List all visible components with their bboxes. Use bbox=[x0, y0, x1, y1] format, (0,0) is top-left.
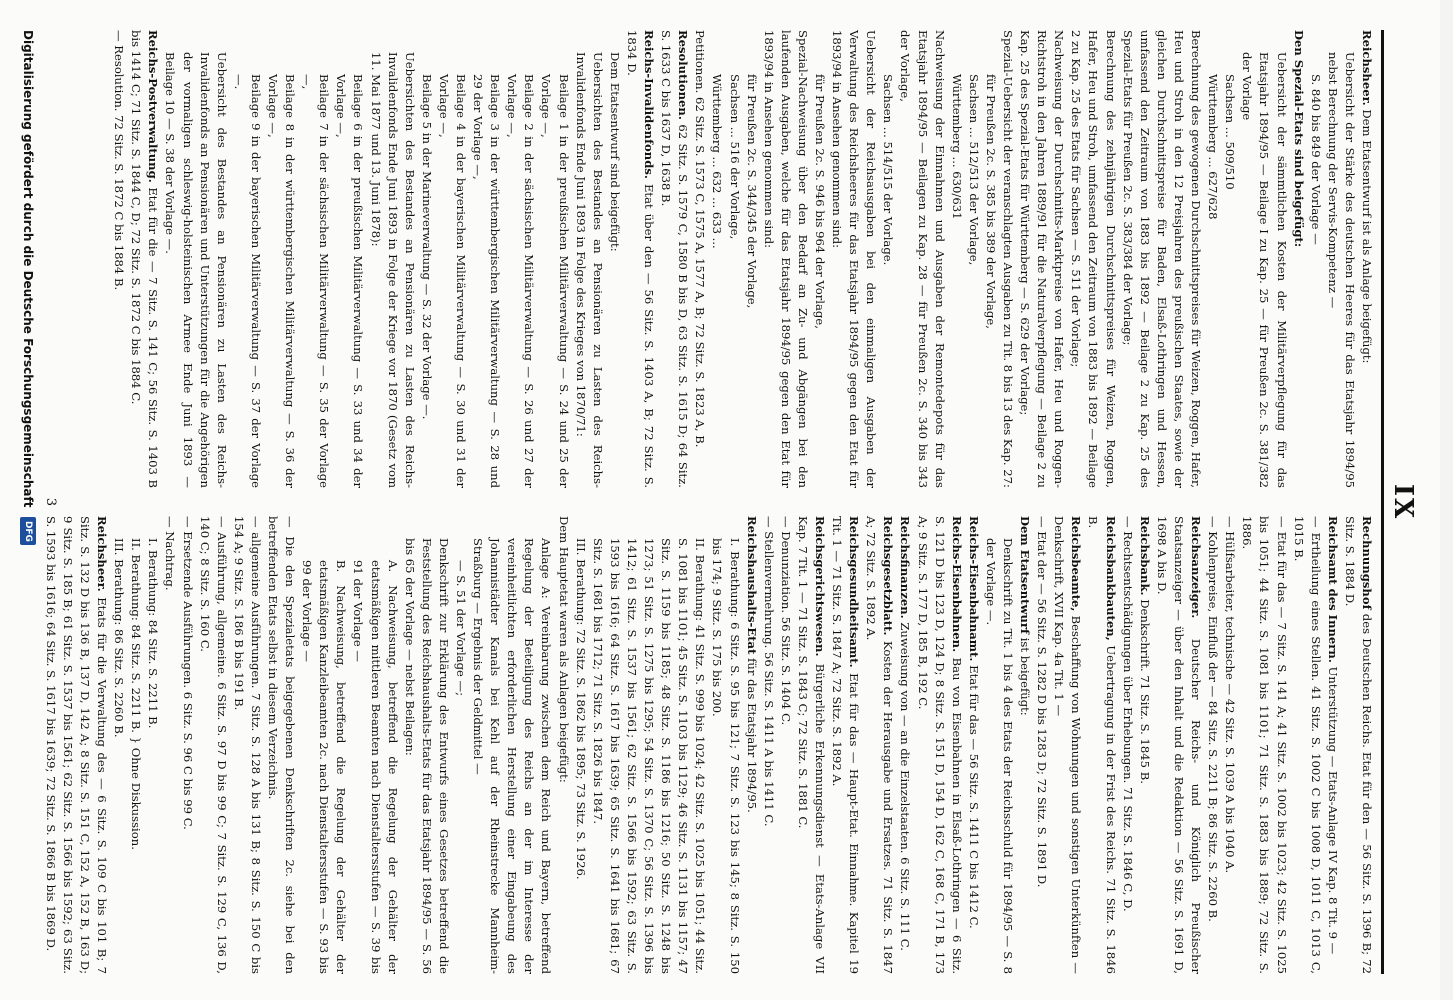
entry-text: für das Etatsjahr 1894/95. bbox=[744, 658, 759, 813]
entry-text: Nachweisung der Durchschnitts-Marktpreise von Hafer, Heu und Roggen-Richtstroh in den Jahren 1889/91 für die Naturalverpflegung — Beilage 2 zu Kap. 25 des Spezial-Etats für Württemberg — S. 629 der Vorlage; bbox=[1018, 30, 1067, 488]
entry-text: Etat für das — 56 Sitz. S. 1411 C bis 1412 C. bbox=[966, 665, 981, 929]
index-entry bbox=[127, 30, 161, 488]
entry-text: 62 Sitz. S. 1579 C, 1580 B bis D, 63 Sitz. S. 1615 D; 64 Sitz. S. 1633 C bis 1637 D, 1638 B. bbox=[659, 30, 691, 488]
index-entry bbox=[230, 30, 264, 488]
entry-heading: Reichshaushalts-Etat bbox=[744, 516, 759, 655]
index-entry bbox=[743, 516, 760, 974]
index-entry bbox=[725, 30, 742, 488]
index-entry bbox=[366, 30, 417, 488]
index-entry bbox=[1016, 30, 1067, 488]
index-entry bbox=[1050, 516, 1084, 974]
entry-text: Uebersicht der Stärke des deutschen Heeres für das Etatsjahr 1894/95 nebst Berechnung der Servis-Kompetenz — bbox=[1325, 52, 1357, 488]
index-entry bbox=[1119, 516, 1136, 974]
index-entry bbox=[1033, 516, 1050, 974]
entry-text: — S. 51 der Vorlage —; bbox=[454, 560, 469, 697]
entry-text: Beilage 8 in der württembergischen Militärverwaltung — S. 36 der Vorlage —, bbox=[266, 74, 298, 488]
index-entry bbox=[161, 516, 178, 974]
index-entry bbox=[298, 30, 332, 488]
entry-text: III. Berathung: 72 Sitz. S. 1862 bis 1895; 73 Sitz. S. 1926. bbox=[573, 538, 588, 880]
entry-text: Uebersichten des Bestandes an Pensionären zu Lasten des Reichs-Invalidenfonds Ende Juni 1893 in Folge des Krieges von 1870/71: bbox=[573, 52, 605, 488]
entry-text: Uebertragung in der Frist des Reichs. 71 Sitz. S. 1846 B. bbox=[1086, 516, 1118, 975]
index-entry bbox=[999, 30, 1016, 488]
entry-text: II. Berathung: 84 Sitz. S. 2211 B. } Ohne Diskussion. bbox=[129, 538, 144, 850]
entry-text: Beilage 1 in der preußischen Militärverwaltung — S. 24 und 25 der Vorlage —, bbox=[539, 74, 571, 488]
entry-text: Spezial-Uebersicht der veranschlagten Ausgaben zu Tit. 8 bis 13 des Kap. 27: bbox=[1001, 30, 1016, 488]
index-entry bbox=[1307, 30, 1324, 488]
index-entry bbox=[777, 516, 794, 974]
index-entry bbox=[418, 30, 435, 488]
left-column bbox=[85, 30, 1375, 488]
index-entry bbox=[401, 516, 452, 974]
index-entry bbox=[178, 516, 195, 974]
entry-text: Petitionen. 62 Sitz. S. 1573 C, 1575 A, 1577 A, B; 72 Sitz. S. 1823 A, B. bbox=[693, 30, 708, 448]
index-entry bbox=[161, 30, 229, 488]
index-entry bbox=[555, 516, 572, 974]
index-entry bbox=[982, 30, 999, 488]
entry-text: für Preußen 2c. S. 946 bis 964 der Vorlage, bbox=[813, 74, 827, 329]
entry-text: Nachweisung der Einnahmen und Ausgaben der Remontedepots für das Etatsjahr 1894/95 — Beilagen zu Kap. 28 — für Preußen 2c. S. 340 bis 343 der Vorlage, bbox=[898, 30, 947, 488]
entry-text: Etat für das — Haupt-Etat. Einnahme. Kapitel 19 Tit. 1 — 71 Sitz. S. 1847 A; 72 Sitz. S. 1892 A. bbox=[830, 516, 862, 974]
page-header bbox=[1381, 30, 1418, 974]
entry-text: Beilage 9 in der bayerischen Militärverwaltung — S. 37 der Vorlage —. bbox=[231, 74, 263, 488]
dfg-logo-icon: DFG bbox=[20, 517, 36, 545]
entry-heading: Reichsamt des Innern. bbox=[1325, 516, 1340, 663]
index-entry bbox=[230, 516, 264, 974]
entry-text: — Ausführung, allgemeine. 6 Sitz. S. 97 D bis 99 C; 7 Sitz. S. 129 C, 136 D, 140 C; 8 Sitz. S. 160 C. bbox=[197, 516, 229, 974]
index-entry bbox=[708, 516, 742, 974]
index-entry bbox=[469, 30, 503, 488]
entry-text: I. Berathung: 6 Sitz. S. 95 bis 121; 7 Sitz. S. 123 bis 145; 8 Sitz. S. 150 bis 174; 9 Sitz. S. 175 bis 200. bbox=[710, 538, 742, 974]
entry-text: — Ertheilung eines Stellen. 41 Sitz. S. 1002 C bis 1008 D, 1011 C, 1013 C, 1015 B. bbox=[1291, 516, 1323, 974]
entry-text: — Stellenvermehrung. 56 Sitz. S. 1411 A bis 1411 C. bbox=[761, 516, 776, 827]
entry-text: — Rechtsentschädigungen über Erhebungen. 71 Sitz. S. 1846 C, D. bbox=[1120, 516, 1135, 912]
entry-text: Etat für die — 7 Sitz. S. 141 C; 56 Sitz. S. 1403 B bis 1414 C; 71 Sitz. S. 1844 C, D; 72 Sitz. S. 1872 C bis 1884 C. bbox=[129, 30, 161, 489]
entry-text: für Preußen 2c. S. 385 bis 389 der Vorlage, bbox=[983, 74, 998, 329]
index-entry bbox=[948, 30, 965, 488]
page-number: IX bbox=[1388, 483, 1418, 521]
index-entry bbox=[469, 516, 554, 974]
index-entry bbox=[657, 30, 691, 488]
page-footer bbox=[18, 30, 58, 974]
entry-heading: Reichsbeamte, bbox=[1069, 516, 1084, 612]
index-entry bbox=[1341, 516, 1375, 974]
entry-text: ist beigefügt: bbox=[1018, 637, 1033, 716]
entry-text: — Hülfsarbeiter, technische — 42 Sitz. S. 1039 A bis 1040 A. bbox=[1223, 516, 1238, 874]
index-entry bbox=[862, 516, 896, 974]
index-entry bbox=[1153, 516, 1204, 974]
entry-text: Beilage 3 in der württembergischen Militärverwaltung — S. 28 und 29 der Vorlage —, bbox=[471, 74, 503, 488]
index-entry bbox=[1324, 30, 1358, 488]
index-entry bbox=[760, 516, 777, 974]
entry-text: — Resolution. 72 Sitz. S. 1872 C bis 1884 B. bbox=[112, 30, 127, 291]
entry-text: — Die den Spezialetats beigegebenen Denkschriften 2c. siehe bei den betreffenden Etats selbst in diesem Verzeichnis. bbox=[266, 516, 298, 974]
entry-heading: Reichs-Eisenbahnen. bbox=[949, 516, 964, 653]
entry-text: — Ersetzende Ausführungen. 6 Sitz. S. 96 C bis 99 C. bbox=[180, 516, 195, 830]
index-entry bbox=[828, 30, 879, 488]
entry-text: — Etat der — 56 Sitz. S. 1282 D bis 1283 D; 72 Sitz. S. 1891 D. bbox=[1035, 516, 1050, 888]
entry-text: III. Berathung: 86 Sitz. S. 2260 B. bbox=[112, 538, 127, 738]
index-entry bbox=[264, 30, 298, 488]
index-entry bbox=[1204, 30, 1221, 488]
entry-text: Anlage A: Vereinbarung zwischen dem Reich und Bayern, betreffend Regelung der Beteiligung des Reichs an der im Interesse der vereinheitlichten erforderlichen Herstellung einer Eingabeung des Johannistädter Kanals bei Kehl auf der Rheinstrecke Mannheim-Straßburg — Ergebnis der Geldmittel — bbox=[471, 538, 554, 974]
entry-text: Deutscher Reichs- und Königlich Preußischer Staatsanzeiger — über den Inhalt und die Redaktion — 56 Sitz. S. 1691 D, 1698 A bis D. bbox=[1154, 516, 1204, 974]
entry-text: Württemberg ... 632 ... 633 ... bbox=[710, 74, 725, 249]
entry-heading: Reichs-Eisenbahnamt. bbox=[966, 516, 981, 662]
entry-text: Sachsen ... 512/513 der Vorlage, bbox=[966, 74, 981, 266]
entry-text: des Deutschen Reichs. Etat für den — 56 Sitz. S. 1396 B; 72 Sitz. S. 1884 D. bbox=[1342, 516, 1374, 975]
entry-text: Uebersichten des Bestandes an Pensionären zu Lasten des Reichs-Invalidenfonds Ende Juni 1893 in Folge der Kriege vor 1870 (Gesetz vom 11. Mai 1877 und 13. Juni 1878): bbox=[368, 52, 417, 488]
entry-text: Denkschrift zur Erklärung des Entwurfs eines Gesetzes betreffend die Feststellung des Reichshaushalts-Etats für das Etatsjahr 1894/95 — S. 56 bis 65 der Vorlage — nebst Beilagen: bbox=[402, 538, 451, 974]
entry-text: Sachsen ... 514/515 der Vorlage. bbox=[881, 74, 896, 266]
index-entry bbox=[349, 516, 400, 974]
index-entry bbox=[1324, 516, 1341, 974]
index-entry bbox=[435, 30, 469, 488]
index-entry bbox=[332, 30, 366, 488]
entry-text: Württemberg ... 627/628 bbox=[1206, 74, 1221, 220]
entry-text: Denkschrift zu Tit. 1 bis 4 des Etats der Reichsschuld für 1894/95 — S. 8 der Vorlage —. bbox=[983, 538, 1016, 974]
entry-text: S. 840 bis 849 der Vorlage — bbox=[1308, 74, 1323, 245]
entry-heading: Reichsgesetzblatt. bbox=[881, 516, 896, 636]
entry-text: B. Nachweisung, betreffend die Regelung der Gehälter der etatsmäßigen Kanzleibeamten 2c. nach Dienstaltersstufen — S. 93 bis 99 der Vorlage — bbox=[300, 560, 349, 974]
entry-heading: Reichsgerichtswesen. bbox=[813, 516, 827, 657]
index-entry bbox=[572, 516, 589, 974]
entry-text: Dem Etatsentwurf ist als Anlage beigefügt: bbox=[1360, 109, 1374, 364]
entry-heading: Reichsbank. bbox=[1137, 516, 1152, 596]
entry-text: Beilage 6 in der preußischen Militärverwaltung — S. 33 und 34 der Vorlage —, bbox=[334, 74, 366, 488]
index-entry bbox=[879, 30, 896, 488]
index-entry bbox=[896, 516, 913, 974]
entry-text: Denkschrift. 71 Sitz. S. 1845 B. bbox=[1137, 599, 1152, 784]
entry-text: — allgemeine Ausführungen. 7 Sitz. S. 128 A bis 131 B; 8 Sitz. S. 150 C bis 154 A; 9 Sitz. S. 186 B bis 191 B. bbox=[231, 516, 263, 974]
index-entry bbox=[982, 516, 1016, 974]
index-entry bbox=[589, 516, 709, 974]
entry-text: A. Nachweisung, betreffend die Regelung der Gehälter der etatsmäßigen mittleren Beamten nach Dienstaltersstufen — S. 39 bis 91 der Vorlage — bbox=[351, 560, 400, 974]
index-entry bbox=[1221, 30, 1238, 488]
entry-text: Etats für die Verwaltung des — 6 Sitz. S. 109 C bis 101 B; 7 Sitz. S. 132 D bis 136 B, 137 D, 142 A; 8 Sitz. S. 151 C, 152 A, 152 B, 163 D; 9 Sitz. S. 185 B; 61 Sitz. S. 1537 bis 1561; 62 Sitz. S. 1566 bis 1592; 63 Sitz. S. 1593 bis 1616; 64 Sitz. S. 1617 bis 1639; 72 Sitz. S. 1866 B bis 1869 D. bbox=[43, 516, 110, 975]
index-columns bbox=[43, 30, 1375, 975]
index-entry bbox=[896, 30, 947, 488]
entry-text: Beilage 5 in der Marineverwaltung — S. 32 der Vorlage —. bbox=[419, 74, 434, 420]
entry-heading: Reichsanzeiger. bbox=[1189, 516, 1204, 619]
entry-heading: Reichsfinanzen. bbox=[898, 516, 913, 619]
index-entry bbox=[913, 516, 964, 974]
entry-text: Zuweisung von — an die Einzelstaaten. 6 Sitz. S. 111 C. bbox=[898, 622, 913, 951]
index-entry bbox=[1238, 30, 1289, 488]
entry-heading: Reichsgesundheitsamt. bbox=[847, 516, 862, 668]
index-entry bbox=[965, 30, 982, 488]
index-entry bbox=[1221, 516, 1238, 974]
entry-text: Unterstützung — Etats-Anlage IV Kap. 8 Tit. 9 — bbox=[1325, 666, 1340, 955]
entry-text: Beilage 2 in der sächsischen Militärverwaltung — S. 26 und 27 der Vorlage —, bbox=[505, 74, 537, 488]
entry-heading: Resolutionen. bbox=[676, 30, 691, 120]
entry-heading: Den Spezial-Etats sind beigefügt: bbox=[1291, 30, 1306, 248]
index-entry bbox=[1016, 516, 1033, 974]
index-entry bbox=[743, 30, 760, 488]
index-entry bbox=[965, 516, 982, 974]
index-entry bbox=[828, 516, 862, 974]
index-entry bbox=[1238, 516, 1289, 974]
entry-text: Beschaffung von Wohnungen und sonstigen Unterkünften — Denkschrift, XVII Kap. 4a Tit. 1 — bbox=[1052, 516, 1084, 974]
entry-text: — Etat für das — 7 Sitz. S. 141 A; 41 Sitz. S. 1002 bis 1023; 42 Sitz. S. 1025 bis 1051; 44 Sitz. S. 1081 bis 1101; 71 Sitz. S. 1883 bis 1889; 72 Sitz. S. 1886. bbox=[1240, 516, 1289, 974]
entry-text: Dem Hauptetat waren als Anlagen beigefügt: bbox=[556, 516, 571, 783]
entry-heading: Reichs-Invalidenfonds. bbox=[642, 30, 657, 179]
footer-page-number: 3 bbox=[43, 497, 58, 507]
credit-text: Digitalisierung gefördert durch die Deutsche Forschungsgemeinschaft bbox=[21, 30, 35, 508]
index-entry bbox=[452, 516, 469, 974]
entry-text: Württemberg ... 630/631 bbox=[949, 74, 964, 220]
entry-text: Spezial-Nachweisung über den Bedarf an Zu- und Abgängen bei den laufenden Ausgaben, welche für das Etatsjahr 1894/95 gegen den Etat für 1893/94 in Ansehen genommen sind: bbox=[761, 30, 810, 488]
entry-text: Sachsen ... 509/510 bbox=[1223, 74, 1238, 190]
entry-text: Berechnung des gewogenen Durchschnittspreises für Weizen, Roggen, Hafer, Heu und Stroh in den 12 Preisjahren des preußischen Staates, sowie der gleichen Durchschnittspreise für Baden, Elsaß-Lothringen und Hessen, umfassend den Zeitraum von 1883 bis 1892 — Beilage 2 zu Kap. 25 des Spezial-Etats für Preußen 2c. S. 383/384 der Vorlage; bbox=[1120, 30, 1204, 488]
index-entry bbox=[760, 30, 811, 488]
entry-text: I. Berathung: 84 Sitz. S. 2211 B. bbox=[146, 538, 161, 729]
index-entry bbox=[537, 30, 571, 488]
index-entry bbox=[794, 516, 828, 974]
entry-heading: Reichsbankbauten, bbox=[1103, 516, 1118, 641]
index-entry bbox=[1067, 30, 1118, 488]
entry-text: Dem Etatsentwurf sind beigefügt: bbox=[607, 52, 622, 252]
index-entry bbox=[298, 516, 349, 974]
index-entry bbox=[623, 30, 657, 488]
entry-text: Uebersicht des Bestandes an Pensionären zu Lasten des Reichs-Invalidenfonds an Pensionären und Unterstützungen für die Angehörigen der vormaligen schleswig-holsteinischen Armee Ende Juni 1893 — Beilage 10 — S. 38 der Vorlage —. bbox=[163, 52, 229, 488]
entry-text: Beilage 7 in der sächsischen Militärverwaltung — S. 35 der Vorlage —, bbox=[300, 74, 332, 488]
index-entry bbox=[811, 30, 828, 488]
entry-heading: Dem Etatsentwurf bbox=[1018, 516, 1033, 634]
index-entry bbox=[196, 516, 230, 974]
entry-text: — Kohlenpreise, Einfluß der — 84 Sitz. S. 2211 B; 86 Sitz. S. 2260 B. bbox=[1206, 516, 1221, 922]
entry-text: Beilage 4 in der bayerischen Militärverwaltung — S. 30 und 31 der Vorlage —, bbox=[436, 74, 469, 488]
index-entry bbox=[127, 516, 144, 974]
entry-text: Bau von Eisenbahnen in Elsaß-Lothringen — 6 Sitz. S. 121 D bis 123 D, 124 D; 8 Sitz. S. 151 D, 154 D, 162 C, 168 C, 171 B, 173 A; 9 Sitz. S. 177 D, 185 B, 192 C. bbox=[915, 516, 964, 975]
index-entry bbox=[1290, 516, 1324, 974]
entry-text: Berechnung des zehnjährigen Durchschnittspreises für Weizen, Roggen, Hafer, Heu und Stroh, umfassend den Zeitraum von 1883 bis 1892 — Beilage 2 zu Kap. 25 des Etats für Sachsen — S. 511 der Vorlage; bbox=[1069, 30, 1118, 488]
index-entry bbox=[1119, 30, 1204, 488]
entry-heading: Rechnungshof bbox=[1360, 516, 1374, 610]
index-entry bbox=[1204, 516, 1221, 974]
index-entry bbox=[264, 516, 298, 974]
index-entry bbox=[708, 30, 725, 488]
right-column bbox=[43, 516, 1375, 975]
entry-text: Bürgerliche Erkennungsdienst — Etats-Anlage VII Kap. 7 Tit. 1 — 71 Sitz. S. 1843 C; 72 Sitz. S. 1881 C. bbox=[795, 516, 827, 974]
index-entry bbox=[110, 30, 127, 488]
index-entry bbox=[144, 516, 161, 974]
entry-text: — Nachtrag. bbox=[163, 516, 178, 591]
entry-text: Sachsen ... 516 der Vorlage, bbox=[727, 74, 742, 240]
entry-heading: Reichs-Postverwaltung. bbox=[146, 30, 161, 183]
index-entry bbox=[1358, 30, 1375, 488]
entry-text: Uebersicht der Reichsausgaben bei den einmaligen Ausgaben der Verwaltung des Reichsheeres für das Etatsjahr 1894/95 gegen den Etat für 1893/94 in Ansehen genommen sind: bbox=[830, 30, 879, 488]
index-entry bbox=[1136, 516, 1153, 974]
index-entry bbox=[1290, 30, 1307, 488]
digitization-credit bbox=[20, 30, 36, 545]
entry-heading: Reichsheer. bbox=[1360, 30, 1374, 106]
entry-text: für Preußen 2c. S. 344/345 der Vorlage, bbox=[744, 74, 759, 309]
index-entry bbox=[1084, 516, 1118, 974]
index-entry bbox=[503, 30, 537, 488]
index-entry bbox=[691, 30, 708, 488]
entry-heading: Reichsheer. bbox=[95, 516, 110, 592]
entry-text: Uebersicht der sämmtlichen Kosten der Militärverpflegung für das Etatsjahr 1894/95 — Beilage I zu Kap. 25 — für Preußen 2c. S. 381/382 der Vorlage bbox=[1240, 52, 1289, 488]
entry-text: II. Berathung: 41 Sitz. S. 999 bis 1024; 42 Sitz. S. 1025 bis 1051; 44 Sitz. S. 1081 bis 1101; 45 Sitz. S. 1103 bis 1129; 46 Sitz. S. 1131 bis 1157; 47 Sitz. S. 1159 bis 1185; 48 Sitz. S. 1186 bis 1216; 50 Sitz. S. 1248 bis 1273; 51 Sitz. S. 1275 bis 1295; 54 Sitz. S. 1370 C; 56 Sitz. S. 1396 bis 1412; 61 Sitz. S. 1537 bis 1561; 62 Sitz. S. 1566 bis 1592; 63 Sitz. S. 1593 bis 1616; 64 Sitz. S. 1617 bis 1639; 65 Sitz. S. 1641 bis 1681; 67 Sitz. S. 1681 bis 1712; 71 Sitz. S. 1826 bis 1847. bbox=[590, 538, 708, 974]
entry-text: Kosten der Herausgabe und Ersatzes. 71 Sitz. S. 1847 A; 72 Sitz. S. 1892 A. bbox=[864, 516, 896, 974]
index-entry bbox=[110, 516, 127, 974]
entry-text: Etat über den — 56 Sitz. S. 1403 A, B; 72 Sitz. S. 1834 D. bbox=[624, 30, 657, 489]
index-entry bbox=[606, 30, 623, 488]
entry-text: — Denunziation. 56 Sitz. S. 1404 C. bbox=[778, 516, 793, 726]
index-entry bbox=[572, 30, 606, 488]
